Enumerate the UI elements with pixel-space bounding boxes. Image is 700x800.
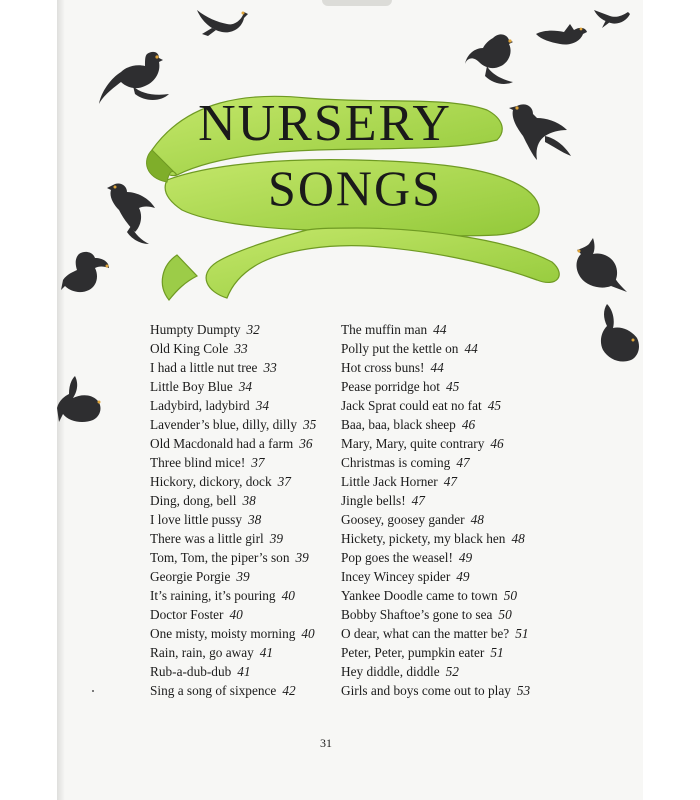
toc-entry[interactable] — [150, 453, 316, 472]
song-title: Peter, Peter, pumpkin eater — [341, 645, 485, 660]
page-ref: 36 — [299, 436, 313, 451]
song-title: Christmas is coming — [341, 455, 451, 470]
song-title: I had a little nut tree — [150, 360, 258, 375]
song-title: Ladybird, ladybird — [150, 398, 250, 413]
song-title: Humpty Dumpty — [150, 322, 241, 337]
page-ref: 33 — [234, 341, 248, 356]
toc-entry[interactable] — [341, 377, 530, 396]
page-ref: 44 — [430, 360, 444, 375]
song-title: Hickety, pickety, my black hen — [341, 531, 506, 546]
song-title: There was a little girl — [150, 531, 264, 546]
blackbird-icon — [192, 0, 252, 40]
page-number: 31 — [320, 736, 332, 750]
page-ref: 34 — [255, 398, 269, 413]
page-ref: 51 — [490, 645, 504, 660]
book-page — [57, 0, 643, 800]
song-title: Three blind mice! — [150, 455, 246, 470]
toc-entry[interactable] — [150, 472, 316, 491]
song-title: Little Jack Horner — [341, 474, 438, 489]
song-title: Georgie Porgie — [150, 569, 231, 584]
song-title: Jingle bells! — [341, 493, 406, 508]
blackbird-icon — [57, 372, 107, 428]
song-title: Yankee Doodle came to town — [341, 588, 498, 603]
page-ref: 44 — [464, 341, 478, 356]
page-ref: 51 — [515, 626, 529, 641]
page-ref: 34 — [238, 379, 253, 394]
toc-entry[interactable] — [150, 567, 316, 586]
page-ref: 49 — [456, 569, 470, 584]
page-ref: 40 — [301, 626, 315, 641]
page-ref: 47 — [456, 455, 470, 470]
song-title: Mary, Mary, quite contrary — [341, 436, 485, 451]
page-ref: 52 — [445, 664, 459, 679]
page-ref: 40 — [281, 588, 295, 603]
page-ref: 46 — [461, 417, 476, 432]
page-ref: 53 — [516, 683, 531, 698]
toc-entry[interactable] — [341, 358, 530, 377]
ribbon-tail — [162, 255, 197, 300]
blackbird-icon — [505, 100, 577, 172]
page-ref: 50 — [498, 607, 512, 622]
song-title: Ding, dong, bell — [150, 493, 237, 508]
page-ref: 42 — [282, 683, 296, 698]
blackbird-icon — [105, 180, 160, 245]
blackbird-icon — [592, 4, 632, 30]
page-ref: 45 — [445, 379, 460, 394]
page-ref: 39 — [295, 550, 309, 565]
page-ref: 39 — [236, 569, 250, 584]
toc-entry[interactable] — [341, 453, 530, 472]
toc-entry[interactable] — [150, 548, 316, 567]
song-title: Lavender’s blue, dilly, dilly — [150, 417, 297, 432]
page-ref: 48 — [511, 531, 525, 546]
song-title: Polly put the kettle on — [341, 341, 459, 356]
song-title: Tom, Tom, the piper’s son — [150, 550, 290, 565]
toc-entry[interactable] — [150, 415, 316, 434]
toc-column-right — [341, 320, 530, 700]
toc-entry[interactable] — [150, 681, 316, 700]
toc-entry[interactable] — [150, 339, 316, 358]
toc-entry[interactable] — [150, 491, 316, 510]
toc-entry[interactable] — [150, 662, 316, 681]
song-title: Pease porridge hot — [341, 379, 440, 394]
song-title: Baa, baa, black sheep — [341, 417, 456, 432]
toc-entry[interactable] — [341, 396, 530, 415]
toc-entry[interactable] — [341, 339, 530, 358]
song-title: Hot cross buns! — [341, 360, 425, 375]
toc-entry[interactable] — [150, 605, 316, 624]
page-ref: 45 — [487, 398, 501, 413]
song-title: I love little pussy — [150, 512, 242, 527]
song-title: Rub-a-dub-dub — [150, 664, 232, 679]
song-title: Goosey, goosey gander — [341, 512, 465, 527]
toc-entry[interactable] — [341, 415, 530, 434]
song-title: The muffin man — [341, 322, 428, 337]
blackbird-icon — [534, 20, 589, 54]
toc-entry[interactable] — [341, 643, 530, 662]
page-ref: 38 — [247, 512, 262, 527]
title-line-1: NURSERY — [198, 95, 452, 152]
toc-entry[interactable] — [150, 624, 316, 643]
blackbird-icon — [599, 300, 643, 370]
paper-speck — [92, 690, 94, 692]
ribbon-lower-loop — [206, 228, 559, 298]
song-title: Hickory, dickory, dock — [150, 474, 272, 489]
page-ref: 37 — [251, 455, 265, 470]
toc-entry[interactable] — [341, 548, 530, 567]
toc-entry[interactable] — [150, 396, 316, 415]
song-title: Little Boy Blue — [150, 379, 233, 394]
song-title: Hey diddle, diddle — [341, 664, 440, 679]
toc-entry[interactable] — [341, 434, 530, 453]
blackbird-icon — [59, 248, 113, 300]
page-ref: 39 — [269, 531, 284, 546]
song-title: Old King Cole — [150, 341, 229, 356]
page-ref: 37 — [277, 474, 291, 489]
page-ref: 32 — [246, 322, 260, 337]
page-ref: 40 — [229, 607, 243, 622]
song-title: O dear, what can the matter be? — [341, 626, 510, 641]
song-title: Girls and boys come out to play — [341, 683, 511, 698]
page-ref: 33 — [263, 360, 277, 375]
toc-entry[interactable] — [150, 643, 316, 662]
toc-entry[interactable] — [341, 586, 530, 605]
page-ref: 48 — [470, 512, 484, 527]
toc-entry[interactable] — [150, 320, 316, 339]
page-ref: 38 — [242, 493, 256, 508]
toc-entry[interactable] — [150, 434, 316, 453]
page-ref: 49 — [458, 550, 473, 565]
page-ref: 44 — [433, 322, 447, 337]
page-ref: 41 — [259, 645, 274, 660]
toc-entry[interactable] — [341, 320, 530, 339]
page-ref: 46 — [490, 436, 504, 451]
toc-entry[interactable] — [150, 358, 316, 377]
toc-entry[interactable] — [150, 377, 316, 396]
song-title: Doctor Foster — [150, 607, 224, 622]
song-title: Bobby Shaftoe’s gone to sea — [341, 607, 493, 622]
toc-entry[interactable] — [150, 586, 316, 605]
toc-entry[interactable] — [341, 510, 530, 529]
song-title: Pop goes the weasel! — [341, 550, 453, 565]
song-title: Jack Sprat could eat no fat — [341, 398, 482, 413]
song-title: It’s raining, it’s pouring — [150, 588, 276, 603]
toc-entry[interactable] — [341, 491, 530, 510]
song-title: Incey Wincey spider — [341, 569, 451, 584]
blackbird-icon — [97, 48, 177, 108]
toc-entry[interactable] — [341, 472, 530, 491]
toc-entry[interactable] — [341, 567, 530, 586]
page-ref: 47 — [443, 474, 458, 489]
title-line-2: SONGS — [268, 160, 442, 216]
song-title: Sing a song of sixpence — [150, 683, 277, 698]
toc-entry[interactable] — [341, 662, 530, 681]
toc-entry[interactable] — [341, 624, 530, 643]
page-ref: 41 — [237, 664, 251, 679]
blackbird-icon — [571, 234, 631, 294]
page-ref: 35 — [302, 417, 317, 432]
toc-entry[interactable] — [341, 605, 530, 624]
toc-entry[interactable] — [341, 681, 530, 700]
toc-entry[interactable] — [150, 529, 316, 548]
song-title: One misty, moisty morning — [150, 626, 296, 641]
toc-entry[interactable] — [150, 510, 316, 529]
blackbird-icon — [463, 30, 531, 90]
page-ref: 50 — [503, 588, 517, 603]
toc-entry[interactable] — [341, 529, 530, 548]
page-ref: 47 — [411, 493, 425, 508]
song-title: Rain, rain, go away — [150, 645, 254, 660]
song-title: Old Macdonald had a farm — [150, 436, 294, 451]
toc-column-left — [150, 320, 316, 700]
